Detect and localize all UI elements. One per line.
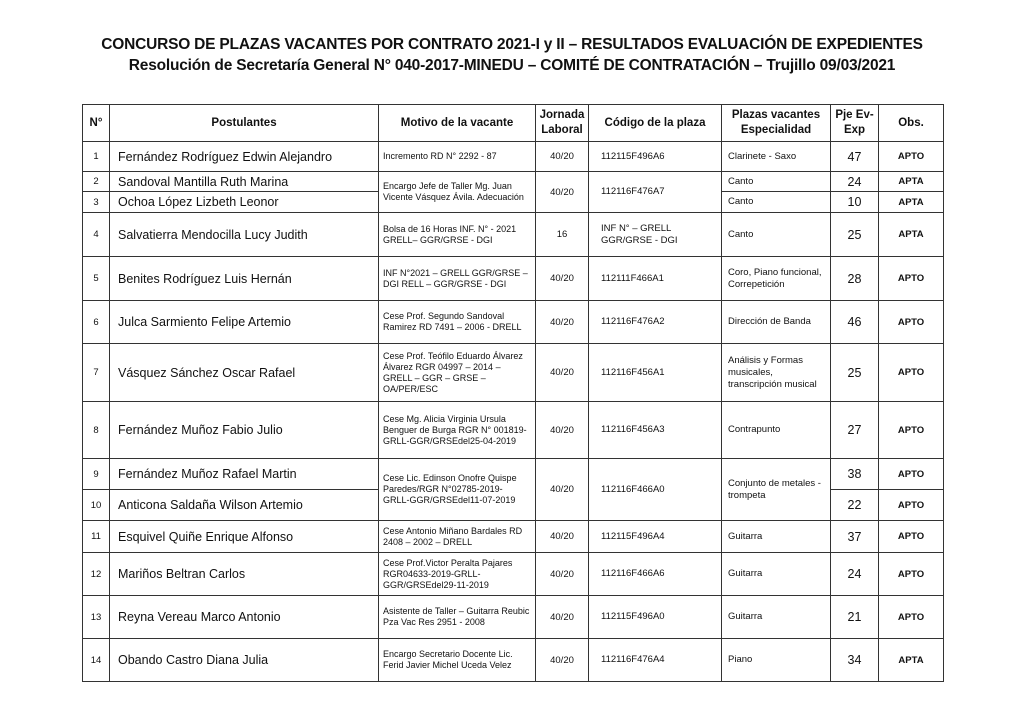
specialty: Coro, Piano funcional, Correpetición [722, 257, 831, 301]
applicant-name: Anticona Saldaña Wilson Artemio [110, 490, 379, 521]
applicant-name: Vásquez Sánchez Oscar Rafael [110, 344, 379, 402]
work-hours: 40/20 [536, 257, 589, 301]
position-code: 112116F476A2 [589, 301, 722, 344]
status: APTO [879, 402, 944, 459]
col-header-puntaje [831, 105, 879, 142]
score: 38 [831, 459, 879, 490]
applicant-name: Fernández Muñoz Fabio Julio [110, 402, 379, 459]
score: 27 [831, 402, 879, 459]
col-header-motivo: Motivo de la vacante [379, 105, 536, 142]
position-code: 112111F466A1 [589, 257, 722, 301]
status: APTO [879, 553, 944, 596]
vacancy-reason: Cese Mg. Alicia Virginia Ursula Benguer de Burga RGR N° 001819- GRLL-GGR/GRSEdel25-04-2019 [379, 402, 536, 459]
vacancy-reason: Cese Lic. Edinson Onofre Quispe Paredes/RGR N°02785-2019- GRLL-GGR/GRSEdel11-07-2019 [379, 459, 536, 521]
applicant-name: Fernández Muñoz Rafael Martin [110, 459, 379, 490]
status: APTO [879, 344, 944, 402]
table-row [83, 257, 944, 301]
applicant-name: Sandoval Mantilla Ruth Marina [110, 172, 379, 192]
specialty: Contrapunto [722, 402, 831, 459]
status: APTO [879, 301, 944, 344]
row-number: 13 [83, 596, 110, 639]
status: APTO [879, 490, 944, 521]
score: 24 [831, 172, 879, 192]
score: 25 [831, 344, 879, 402]
row-number: 8 [83, 402, 110, 459]
row-number: 4 [83, 213, 110, 257]
score: 34 [831, 639, 879, 682]
position-code: 112115F496A0 [589, 596, 722, 639]
col-header-plazas-line2: Especialidad [740, 124, 812, 136]
table-row [83, 553, 944, 596]
position-code: 112116F466A0 [589, 459, 722, 521]
col-header-jornada-line2: Laboral [541, 124, 583, 136]
table-row [83, 213, 944, 257]
score: 37 [831, 521, 879, 553]
work-hours: 40/20 [536, 402, 589, 459]
results-table [82, 104, 944, 682]
table-row [83, 639, 944, 682]
work-hours: 40/20 [536, 459, 589, 521]
status: APTO [879, 142, 944, 172]
work-hours: 40/20 [536, 172, 589, 213]
specialty: Canto [722, 172, 831, 192]
specialty: Guitarra [722, 596, 831, 639]
position-code: 112115F496A6 [589, 142, 722, 172]
status: APTA [879, 213, 944, 257]
specialty: Piano [722, 639, 831, 682]
col-header-postulantes: Postulantes [110, 105, 379, 142]
work-hours: 40/20 [536, 301, 589, 344]
specialty: Canto [722, 213, 831, 257]
score: 22 [831, 490, 879, 521]
specialty: Clarinete - Saxo [722, 142, 831, 172]
vacancy-reason: Cese Prof. Segundo Sandoval Ramirez RD 7491 – 2006 - DRELL [379, 301, 536, 344]
status: APTO [879, 521, 944, 553]
table-row [83, 344, 944, 402]
col-header-obs: Obs. [879, 105, 944, 142]
table-row [83, 459, 944, 490]
score: 21 [831, 596, 879, 639]
vacancy-reason: Cese Prof. Teófilo Eduardo Álvarez Álvarez RGR 04997 – 2014 – GRELL – GGR – GRSE – OA/PER/ESC [379, 344, 536, 402]
work-hours: 40/20 [536, 639, 589, 682]
score: 10 [831, 192, 879, 213]
applicant-name: Esquivel Quiñe Enrique Alfonso [110, 521, 379, 553]
vacancy-reason: Encargo Jefe de Taller Mg. Juan Vicente Vásquez Ávila. Adecuación [379, 172, 536, 213]
applicant-name: Reyna Vereau Marco Antonio [110, 596, 379, 639]
applicant-name: Salvatierra Mendocilla Lucy Judith [110, 213, 379, 257]
row-number: 3 [83, 192, 110, 213]
applicant-name: Mariños Beltran Carlos [110, 553, 379, 596]
score: 25 [831, 213, 879, 257]
work-hours: 40/20 [536, 521, 589, 553]
row-number: 7 [83, 344, 110, 402]
vacancy-reason: INF N°2021 – GRELL GGR/GRSE – DGI RELL – GGR/GRSE - DGI [379, 257, 536, 301]
status: APTA [879, 172, 944, 192]
score: 28 [831, 257, 879, 301]
specialty: Guitarra [722, 521, 831, 553]
score: 24 [831, 553, 879, 596]
position-code: 112116F476A7 [589, 172, 722, 213]
table-header-row [83, 105, 944, 142]
position-code: 112116F456A3 [589, 402, 722, 459]
vacancy-reason: Cese Prof.Victor Peralta Pajares RGR04633-2019-GRLL-GGR/GRSEdel29-11-2019 [379, 553, 536, 596]
status: APTA [879, 192, 944, 213]
specialty: Análisis y Formas musicales, transcripción musical [722, 344, 831, 402]
applicant-name: Benites Rodríguez Luis Hernán [110, 257, 379, 301]
row-number: 6 [83, 301, 110, 344]
table-row [83, 402, 944, 459]
row-number: 10 [83, 490, 110, 521]
specialty: Conjunto de metales - trompeta [722, 459, 831, 521]
applicant-name: Julca Sarmiento Felipe Artemio [110, 301, 379, 344]
vacancy-reason: Incremento RD N° 2292 - 87 [379, 142, 536, 172]
position-code: 112116F456A1 [589, 344, 722, 402]
row-number: 5 [83, 257, 110, 301]
vacancy-reason: Cese Antonio Miñano Bardales RD 2408 – 2002 – DRELL [379, 521, 536, 553]
row-number: 1 [83, 142, 110, 172]
col-header-jornada-line1: Jornada [539, 109, 585, 121]
table-row [83, 521, 944, 553]
specialty: Guitarra [722, 553, 831, 596]
row-number: 12 [83, 553, 110, 596]
col-header-plazas-line1: Plazas vacantes [731, 109, 821, 121]
position-code: 112116F476A4 [589, 639, 722, 682]
col-header-jornada [536, 105, 589, 142]
row-number: 2 [83, 172, 110, 192]
specialty: Dirección de Banda [722, 301, 831, 344]
col-header-n: N° [83, 105, 110, 142]
position-code: 112115F496A4 [589, 521, 722, 553]
row-number: 11 [83, 521, 110, 553]
col-header-pje-line2: Exp [843, 124, 866, 136]
position-code: 112116F466A6 [589, 553, 722, 596]
vacancy-reason: Asistente de Taller – Guitarra Reubic Pza Vac Res 2951 - 2008 [379, 596, 536, 639]
row-number: 9 [83, 459, 110, 490]
status: APTA [879, 639, 944, 682]
score: 46 [831, 301, 879, 344]
work-hours: 16 [536, 213, 589, 257]
work-hours: 40/20 [536, 553, 589, 596]
position-code: INF N° – GRELL GGR/GRSE - DGI [589, 213, 722, 257]
specialty: Canto [722, 192, 831, 213]
document-subtitle: Resolución de Secretaría General N° 040-2017-MINEDU – COMITÉ DE CONTRATACIÓN – Trujillo 09/03/2021 [128, 57, 896, 74]
status: APTO [879, 596, 944, 639]
col-header-codigo: Código de la plaza [589, 105, 722, 142]
work-hours: 40/20 [536, 596, 589, 639]
applicant-name: Fernández Rodríguez Edwin Alejandro [110, 142, 379, 172]
table-row [83, 596, 944, 639]
row-number: 14 [83, 639, 110, 682]
vacancy-reason: Bolsa de 16 Horas INF. N° - 2021 GRELL– GGR/GRSE - DGI [379, 213, 536, 257]
table-row [83, 172, 944, 192]
col-header-pje-line1: Pje Ev- [835, 109, 874, 121]
table-row [83, 142, 944, 172]
applicant-name: Ochoa López Lizbeth Leonor [110, 192, 379, 213]
status: APTO [879, 459, 944, 490]
status: APTO [879, 257, 944, 301]
applicant-name: Obando Castro Diana Julia [110, 639, 379, 682]
document-title: CONCURSO DE PLAZAS VACANTES POR CONTRATO 2021-I y II – RESULTADOS EVALUACIÓN DE EXPEDIENTES [101, 36, 923, 53]
vacancy-reason: Encargo Secretario Docente Lic. Ferid Javier Michel Uceda Velez [379, 639, 536, 682]
table-row [83, 301, 944, 344]
work-hours: 40/20 [536, 142, 589, 172]
col-header-especialidad [722, 105, 831, 142]
work-hours: 40/20 [536, 344, 589, 402]
score: 47 [831, 142, 879, 172]
